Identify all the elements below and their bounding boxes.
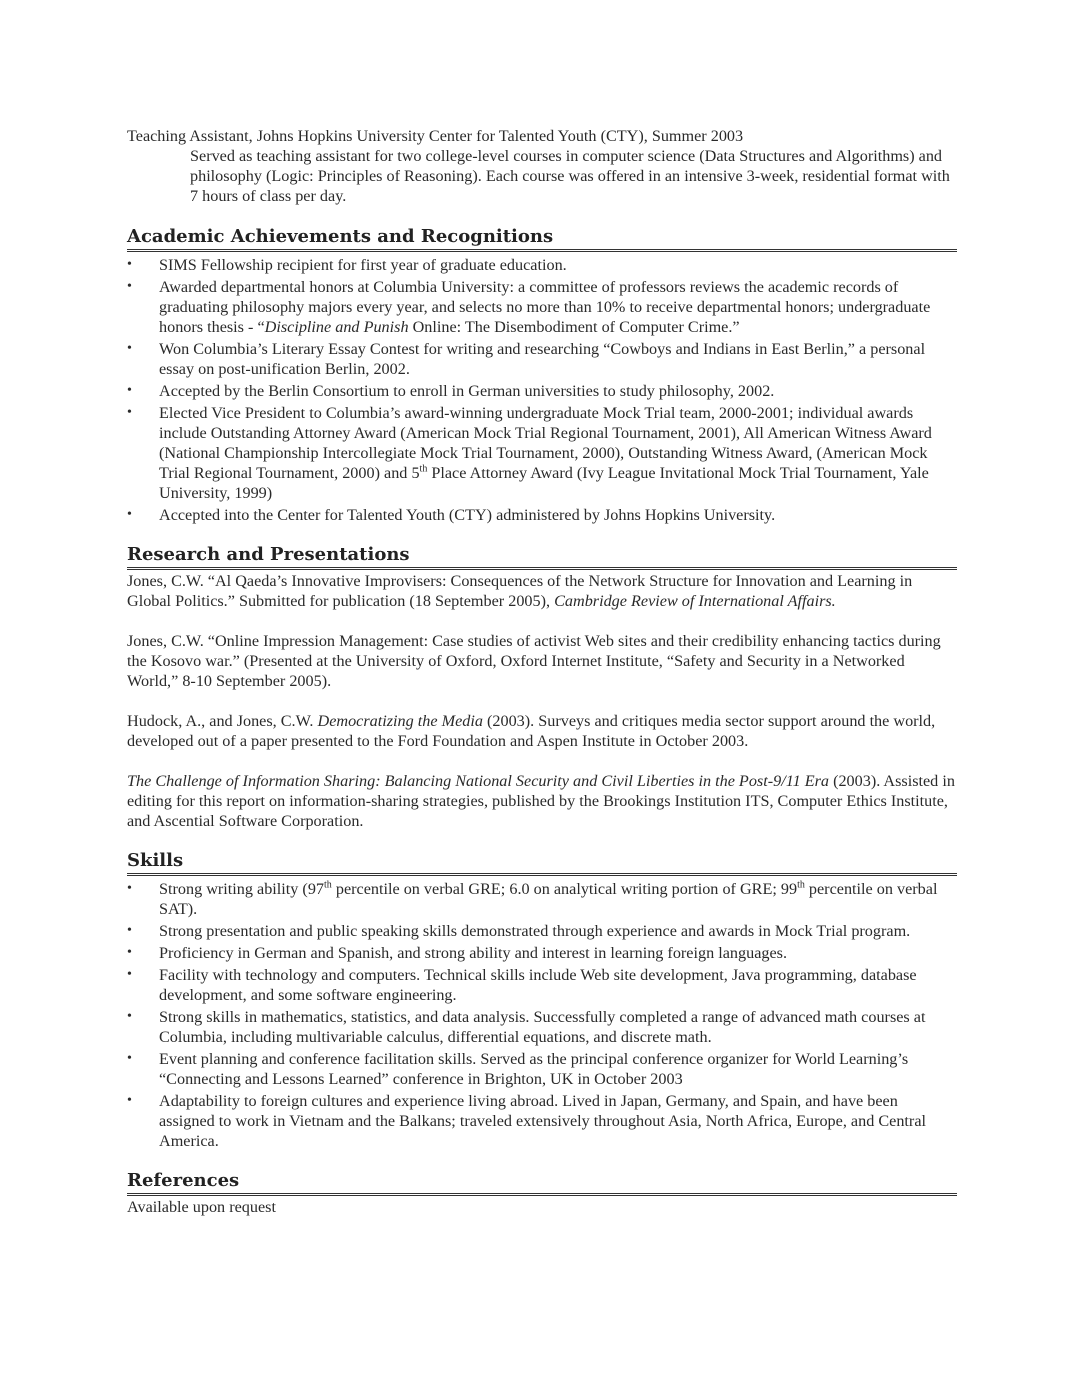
list-item [127,277,957,337]
list-item-text: Accepted by the Berlin Consortium to enroll in German universities to study philosophy, 2002. [159,382,775,400]
list-item-text: percentile on verbal SAT). [159,880,938,918]
list-item [127,339,957,379]
ordinal-suffix: th [797,879,805,891]
bullet-icon: • [127,1051,132,1066]
section-heading-research: Research and Presentations [127,544,957,570]
research-entry-text: Hudock, A., and Jones, C.W. [127,712,318,730]
research-entry [127,631,957,691]
section-heading-references: References [127,1170,957,1196]
thesis-title: Discipline and Punish [264,318,409,336]
bullet-icon: • [127,405,132,420]
research-entry-italic: Democratizing the Media [317,712,483,730]
resume-content [127,126,957,1217]
list-item [127,255,957,275]
list-item-text: Facility with technology and computers. Technical skills include Web site development, Java programming, database development, and some software engineering. [159,966,917,1004]
research-entry-text-end: (2003). Assisted in editing for this report on information-sharing strategies, published by the Brookings Institution ITS, Computer Ethics Institute, and Ascential Software Corporation. [127,772,955,830]
list-item-text: Won Columbia’s Literary Essay Contest for writing and researching “Cowboys and Indians in East Berlin,” a personal essay on post-unification Berlin, 2002. [159,340,926,378]
list-item [127,505,957,525]
list-item-text: Strong writing ability (97 [159,880,325,898]
bullet-icon: • [127,881,132,896]
section-heading-academic: Academic Achievements and Recognitions [127,226,957,252]
bullet-icon: • [127,923,132,938]
bullet-icon: • [127,945,132,960]
list-item-text: Adaptability to foreign cultures and experience living abroad. Lived in Japan, Germany, and Spain, and have been assigned to work in Vietnam and the Balkans; traveled extensively throughout Asia, North Africa, Europe, and Central America. [159,1092,926,1150]
job-title: Teaching Assistant, Johns Hopkins University Center for Talented Youth (CTY), Summer 2003 [127,127,744,145]
list-item [127,1007,957,1047]
bullet-icon: • [127,1009,132,1024]
research-entry-text: Jones, C.W. “Al Qaeda’s Innovative Improvisers: Consequences of the Network Structure for Innovation and Learning in Global Politics.” Submitted for publication (18 September 2005), [127,572,913,610]
research-list [127,571,957,831]
research-entry [127,711,957,751]
bullet-icon: • [127,279,132,294]
list-item-text: Accepted into the Center for Talented Youth (CTY) administered by Johns Hopkins University. [159,506,776,524]
section-heading-skills: Skills [127,850,957,876]
references-text: Available upon request [127,1198,276,1216]
list-item-text: Proficiency in German and Spanish, and strong ability and interest in learning foreign languages. [159,944,788,962]
research-entry-italic: The Challenge of Information Sharing: Balancing National Security and Civil Liberties in the Post-9/11 Era [127,772,830,790]
list-item [127,921,957,941]
list-item [127,1091,957,1151]
research-entry-text-end: (2003). Surveys and critiques media sector support around the world, developed out of a paper presented to the Ford Foundation and Aspen Institute in October 2003. [127,712,936,750]
bullet-icon: • [127,967,132,982]
list-item [127,1049,957,1089]
list-item-text: Elected Vice President to Columbia’s award-winning undergraduate Mock Trial team, 2000-2001; individual awards include Outstanding Attorney Award (American Mock Trial Regional Tournament, 2001), All American Witness Award (National Championship Intercollegiate Mock Trial Tournament, 2000), Outstanding Witness Award, (American Mock Trial Regional Tournament, 2000) and 5 [159,404,932,482]
ordinal-suffix: th [419,463,428,475]
list-item-text-end: Place Attorney Award (Ivy League Invitational Mock Trial Tournament, Yale University, 1999) [159,464,929,502]
research-entry-italic: Cambridge Review of International Affairs. [554,592,836,610]
list-item [127,403,957,503]
academic-list [127,255,957,525]
list-item [127,943,957,963]
research-entry [127,771,957,831]
list-item-text: SIMS Fellowship recipient for first year of graduate education. [159,256,567,274]
ordinal-suffix: th [324,879,332,891]
bullet-icon: • [127,257,132,272]
skills-list [127,879,957,1151]
research-entry-text: Jones, C.W. “Online Impression Management: Case studies of activist Web sites and their credibility enhancing tactics during the Kosovo war.” (Presented at the University of Oxford, Oxford Internet Institute, “Safety and Security in a Networked World,” 8-10 September 2005). [127,632,941,690]
bullet-icon: • [127,507,132,522]
research-entry [127,571,957,611]
list-item-text: Strong skills in mathematics, statistics, and data analysis. Successfully completed a range of advanced math courses at Columbia, including multivariable calculus, differential equations, and discrete math. [159,1008,926,1046]
bullet-icon: • [127,341,132,356]
bullet-icon: • [127,383,132,398]
job-description: Served as teaching assistant for two college-level courses in computer science (Data Structures and Algorithms) and philosophy (Logic: Principles of Reasoning). Each course was offered in an intensive 3-week, residential format with 7 hours of class per day. [190,147,950,205]
list-item-text: percentile on verbal GRE; 6.0 on analytical writing portion of GRE; 99 [331,880,798,898]
list-item-text: Awarded departmental honors at Columbia University: a committee of professors reviews the academic records of graduating philosophy majors every year, and selects no more than 10% to receive departmental honors; undergraduate honors thesis - “ [159,278,931,336]
list-item-text-end: Online: The Disembodiment of Computer Crime.” [408,318,740,336]
list-item [127,965,957,1005]
list-item-text: Strong presentation and public speaking skills demonstrated through experience and awards in Mock Trial program. [159,922,911,940]
list-item [127,879,957,919]
bullet-icon: • [127,1093,132,1108]
list-item [127,381,957,401]
list-item-text: Event planning and conference facilitation skills. Served as the principal conference organizer for World Learning’s “Connecting and Lessons Learned” conference in Brighton, UK in October 2003 [159,1050,909,1088]
